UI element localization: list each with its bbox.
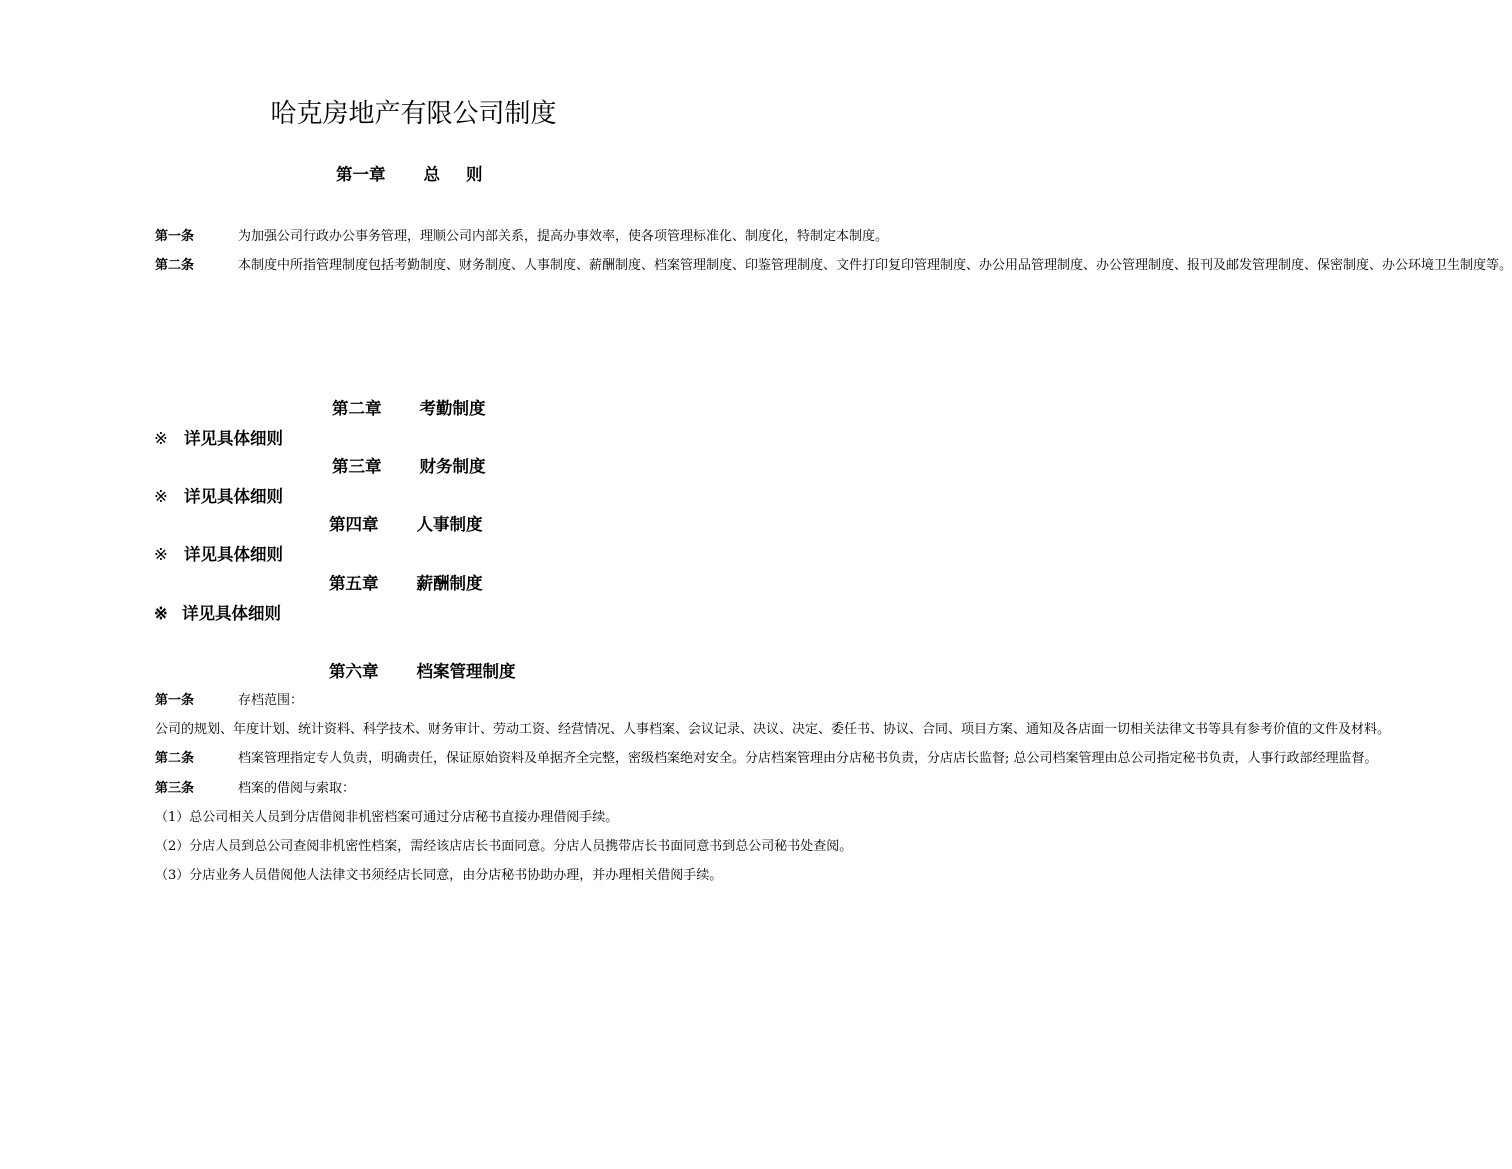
chapter-2-heading <box>332 398 486 420</box>
chapter-1-name-b: 则 <box>466 165 483 184</box>
article-label: 第二条 <box>155 258 195 274</box>
list-item: （3）分店业务人员借阅他人法律文书须经店长同意，由分店秘书协助办理，并办理相关借阅手续。 <box>155 868 723 884</box>
reference-mark-icon: ※ <box>154 429 168 448</box>
detail-reference <box>154 603 281 625</box>
article-text: 存档范围： <box>238 693 304 708</box>
reference-text: 详见具体细则 <box>184 429 283 448</box>
reference-text: 详见具体细则 <box>182 604 281 623</box>
article-label: 第一条 <box>155 229 195 244</box>
reference-mark-icon: ※ <box>154 545 168 564</box>
article-label: 第三条 <box>155 780 195 796</box>
article-text: 为加强公司行政办公事务管理，理顺公司内部关系，提高办事效率，使各项管理标准化、制度化，特制定本制度。 <box>238 229 889 244</box>
chapter-4-number: 第四章 <box>329 515 379 534</box>
chapter-6-body <box>123 686 1391 890</box>
chapter-1-body <box>123 222 1512 280</box>
chapter-6-name: 档案管理制度 <box>416 662 516 681</box>
reference-text: 详见具体细则 <box>184 545 283 564</box>
article-text: 档案的借阅与索取： <box>238 780 356 796</box>
article-label: 第二条 <box>155 751 195 767</box>
chapter-6-number: 第六章 <box>329 662 379 681</box>
chapter-5-number: 第五章 <box>329 574 379 593</box>
chapter-2-number: 第二章 <box>332 399 382 418</box>
reference-mark-icon: ※ <box>154 487 168 506</box>
chapter-5-heading <box>329 573 483 595</box>
reference-text: 详见具体细则 <box>184 487 283 506</box>
chapter-4-heading <box>329 514 483 536</box>
article-paragraph <box>123 222 889 251</box>
chapter-1-number: 第一章 <box>336 165 386 184</box>
chapter-6-heading <box>329 661 516 683</box>
detail-reference <box>154 428 283 450</box>
article-text: 本制度中所指管理制度包括考勤制度、财务制度、人事制度、薪酬制度、档案管理制度、印鉴管理制度、文件打印复印管理制度、办公用品管理制度、办公管理制度、报刊及邮发管理制度、保密制度、办公环境卫生制度等。 <box>238 258 1512 274</box>
chapter-3-heading <box>332 456 486 478</box>
article-text: 档案管理指定专人负责，明确责任，保证原始资料及单据齐全完整，密级档案绝对安全。分店档案管理由分店秘书负责，分店店长监督; 总公司档案管理由总公司指定秘书负责，人事行政部经理监督。 <box>238 751 1378 767</box>
article-paragraph <box>123 774 703 803</box>
article-paragraph <box>123 744 1378 773</box>
detail-reference <box>154 486 283 508</box>
chapter-5-name: 薪酬制度 <box>416 574 483 593</box>
document-title: 哈克房地产有限公司制度 <box>270 99 557 129</box>
chapter-3-name: 财务制度 <box>419 457 486 476</box>
list-item: （1）总公司相关人员到分店借阅非机密档案可通过分店秘书直接办理借阅手续。 <box>155 809 619 825</box>
article-body-paragraph: 公司的规划、年度计划、统计资料、科学技术、财务审计、劳动工资、经营情况、人事档案、会议记录、决议、决定、委任书、协议、合同、项目方案、通知及各店面一切相关法律文书等具有参考价值的文件及材料。 <box>155 722 1391 738</box>
chapter-3-number: 第三章 <box>332 457 382 476</box>
chapter-2-name: 考勤制度 <box>419 399 486 418</box>
chapter-1-heading <box>336 164 483 186</box>
list-item: （2）分店人员到总公司查阅非机密性档案，需经该店店长书面同意。分店人员携带店长书面同意书到总公司秘书处查阅。 <box>155 839 853 855</box>
article-paragraph <box>123 251 1512 280</box>
article-label: 第一条 <box>155 693 195 708</box>
article-paragraph <box>123 686 703 715</box>
detail-reference <box>154 544 283 566</box>
reference-mark-icon: ※ <box>154 604 168 623</box>
chapter-4-name: 人事制度 <box>416 515 483 534</box>
chapter-1-name-a: 总 <box>423 165 440 184</box>
